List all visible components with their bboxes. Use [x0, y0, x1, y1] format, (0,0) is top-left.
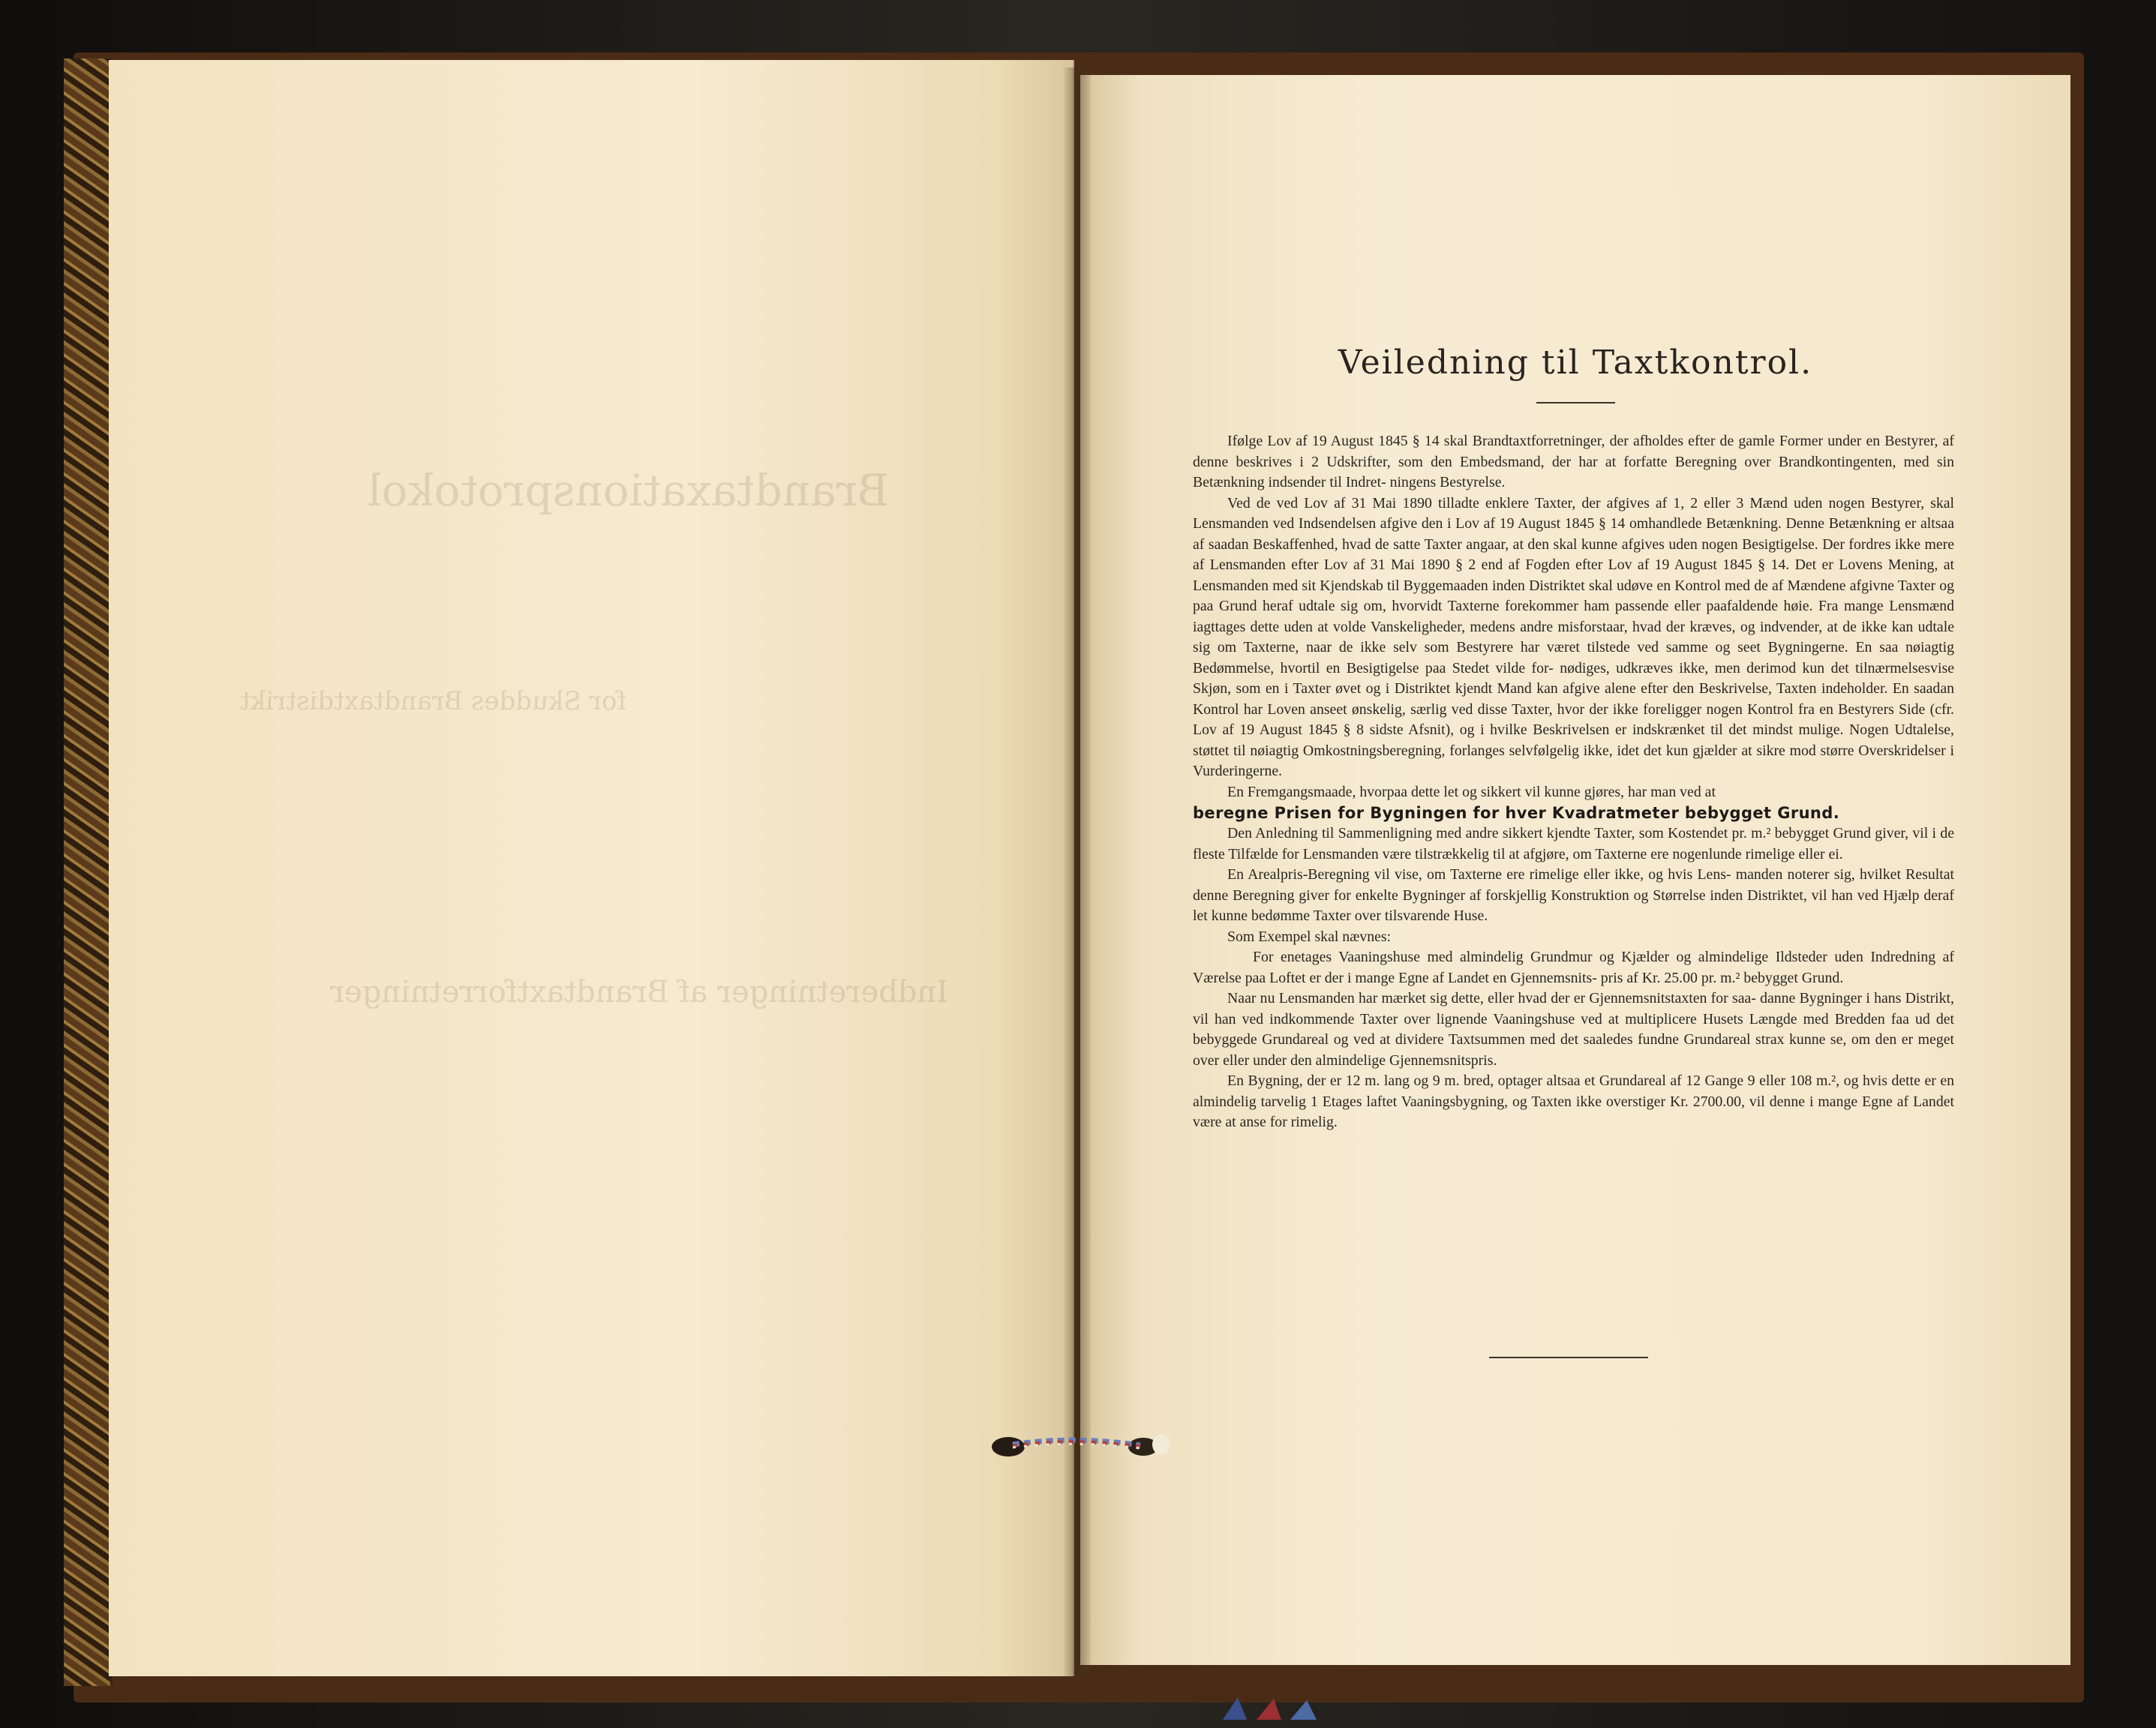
bleed-through-heading: Indberetninger af Brandtaxtforretninger	[330, 975, 948, 1010]
title-divider	[1536, 402, 1615, 404]
marbled-cover-edge	[64, 58, 113, 1686]
paragraph: En Arealpris-Beregning vil vise, om Taxterne ere rimelige eller ikke, og hvis Lens- manden noterer sig, hvilket Resultat denne Beregning giver for enkelte Bygninger af forskjellig Konstruktion og Størrelse inden Distriktet, vil han ved Hjælp deraf let kunne bedømme Taxter over tilsvarende Huse.	[1193, 866, 1955, 924]
paragraph: Ifølge Lov af 19 August 1845 § 14 skal Brandtaxtforretninger, der afholdes efter de gamle Former under en Bestyrer, af denne beskrives i 2 Udskrifter, som den Embedsmand, der har at forfatte Beregning over Brandkontingenten, med sin Betænkning indsender til Indret- ningens Bestyrelse.	[1193, 433, 1955, 490]
instruction-text	[1193, 431, 1954, 1133]
ribbon-marks-icon	[1215, 1691, 1335, 1721]
binding-thread-icon	[990, 1434, 1170, 1460]
paragraph: En Bygning, der er 12 m. lang og 9 m. bred, optager altsaa et Grundareal af 12 Gange 9 eller 108 m.², og hvis dette er en almindelig tarvelig 1 Etages laftet Vaaningsbygning, og Taxten ikke overstiger Kr. 2700.00, vil denne i mange Egne af Landet være at anse for rimelig.	[1193, 1072, 1955, 1130]
left-page	[109, 60, 1074, 1676]
paragraph: Som Exempel skal nævnes:	[1227, 928, 1392, 945]
paragraph: Naar nu Lensmanden har mærket sig dette, eller hvad der er Gjennemsnitstaxten for saa- danne Bygninger i hans Distrikt, vil han ved indkommende Taxter over lignende Vaaningshuse ved at multiplicere Husets Længde med Bredden faa ud det bebyggede Grundareal og ved at dividere Taxtsummen med det saaledes fundne Grundareal strax kunne se, om den er meget over eller under den almindelige Gjennemsnitspris.	[1193, 990, 1955, 1069]
paragraph: Den Anledning til Sammenligning med andre sikkert kjendte Taxter, som Kostendet pr. m.² bebygget Grund giver, vil i de fleste Tilfælde for Lensmanden være tilstrækkelig til at afgjøre, om Taxterne ere nogenlunde rimelige eller ei.	[1193, 825, 1954, 862]
page-title: Veiledning til Taxtkontrol.	[1338, 344, 1813, 382]
paragraph: Ved de ved Lov af 31 Mai 1890 tilladte enklere Taxter, der afgives af 1, 2 eller 3 Mænd uden nogen Bestyrer, skal Lensmanden ved Indsendelsen afgive den i Lov af 19 August 1845 § 14 omhandlede Betænkning. Denne Betænkning er altsaa af saadan Beskaffenhed, hvad de satte Taxter angaar, at den skal kunne afgives uden nogen Besigtigelse. Der fordres ikke mere af Lensmanden efter Lov af 31 Mai 1890 § 2 end af Fogden efter Lov af 19 August 1845 § 14. Det er Lovens Mening, at Lensmanden med sit Kjendskab til Byggemaaden inden Distriktet skal udøve en Kontrol med de af Mændene afgivne Taxter og paa Grund heraf udtale sig om, hvorvidt Taxterne forekommer ham passende eller paafaldende høie. Fra mange Lensmænd iagttages dette uden at volde Vanskeligheder, medens andre misforstaar, hvad der kræves, og indvender, at de ikke kan udtale sig om Taxterne, naar de ikke selv som Bestyrere har været tilstede ved samme og seet Bygningerne. En saa nøiagtig Bedømmelse, hvortil en Besigtigelse paa Stedet vilde for- nødiges, udkræves ikke, men derimod kun det tilnærmelsesvise Skjøn, som en i Taxter øvet og i Distriktet kjendt Mand kan afgive alene efter den Beskrivelse, Taxten indeholder. En saadan Kontrol har Loven anseet ønskelig, særlig ved disse Taxter, hvor der ikke foreligger nogen Kontrol fra en Bestyrers Side (cfr. Lov af 19 August 1845 § 8 sidste Afsnit), og i hvilke Beskrivelsen er indskrænket til det mindst mulige. Nogen Udtalelse, støttet til nøiagtig Omkostningsberegning, forlanges selvfølgelig ikke, idet det kun gjælder at sikre mod større Overskridelser i Vurderingerne.	[1193, 494, 1955, 779]
paragraph: For enetages Vaaningshuse med almindelig Grundmur og Kjælder og almindelige Ildsteder uden Indredning af Værelse paa Loftet er der i mange Egne af Landet en Gjennemsnits- pris af Kr. 25.00 pr. m.² bebygget Grund.	[1193, 949, 1954, 986]
paragraph: En Fremgangsmaade, hvorpaa dette let og sikkert vil kunne gjøres, har man ved at beregne Prisen for Bygningen for hver Kvadratmeter bebygget Grund.	[1193, 782, 1954, 824]
bold-emphasis-line: beregne Prisen for Bygningen for hver Kvadratmeter bebygget Grund.	[1193, 804, 1840, 822]
end-divider	[1489, 1357, 1648, 1358]
bleed-through-subtitle: for Skuddes Brandtaxtdistrikt	[240, 686, 626, 716]
bleed-through-title: Brandtaxationsprotokol	[368, 465, 890, 516]
